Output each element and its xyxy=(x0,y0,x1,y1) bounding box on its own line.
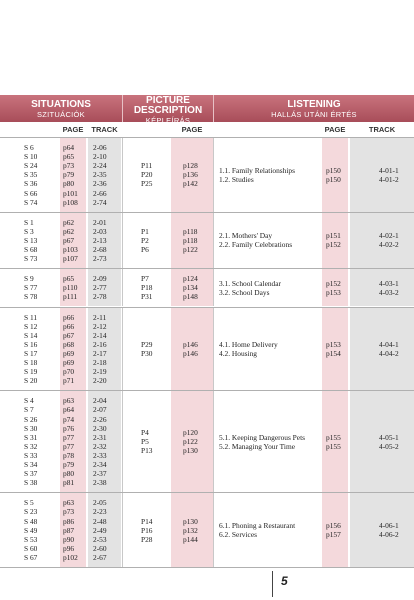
picture-title-line1: PICTURE xyxy=(146,95,190,106)
situation-code: S 31 xyxy=(24,432,38,442)
picture-code: P28 xyxy=(141,534,153,544)
situation-page: p108 xyxy=(63,197,78,207)
situation-code: S 4 xyxy=(24,396,34,406)
picture-code: P1 xyxy=(141,226,149,236)
listening-track: 4-04-2 xyxy=(379,348,399,358)
situation-track: 2-17 xyxy=(93,348,107,358)
picture-code: P5 xyxy=(141,437,149,447)
column-divider xyxy=(122,308,123,391)
situation-code: S 12 xyxy=(24,321,38,331)
situations-header xyxy=(0,95,122,122)
situation-code: S 23 xyxy=(24,507,38,517)
picture-code: P29 xyxy=(141,339,153,349)
situation-page: p62 xyxy=(63,226,75,236)
situation-page: p69 xyxy=(63,348,75,358)
listening-title: 1.1. Family Relationships xyxy=(219,165,295,175)
situation-code: S 53 xyxy=(24,534,38,544)
situation-code: S 1 xyxy=(24,217,34,227)
situation-code: S 48 xyxy=(24,516,38,526)
situation-code: S 14 xyxy=(24,330,38,340)
situation-page: p81 xyxy=(63,478,75,488)
situation-code: S 49 xyxy=(24,525,38,535)
listening-header xyxy=(214,95,414,122)
situation-code: S 37 xyxy=(24,469,38,479)
listening-title: 2.1. Mothers' Day xyxy=(219,231,273,241)
column-divider xyxy=(122,213,123,269)
picture-page: p142 xyxy=(183,179,198,189)
situation-track: 2-60 xyxy=(93,543,107,553)
listening-page: p156 xyxy=(326,521,341,531)
situation-track: 2-66 xyxy=(93,188,107,198)
situation-code: S 19 xyxy=(24,367,38,377)
situation-code: S 78 xyxy=(24,292,38,302)
situation-track: 2-03 xyxy=(93,226,107,236)
situation-page: p66 xyxy=(63,312,75,322)
situation-track: 2-04 xyxy=(93,396,107,406)
picture-page: p148 xyxy=(183,292,198,302)
picture-subtitle: KÉPLEÍRÁS xyxy=(145,116,191,125)
column-divider xyxy=(213,493,214,567)
situation-track: 2-31 xyxy=(93,432,107,442)
listening-title: 4.2. Housing xyxy=(219,348,257,358)
listening-title: LISTENING xyxy=(287,99,341,110)
picture-code: P20 xyxy=(141,170,153,180)
situation-track: 2-01 xyxy=(93,217,107,227)
situation-code: S 66 xyxy=(24,188,38,198)
situation-page: p101 xyxy=(63,188,78,198)
picture-page: p130 xyxy=(183,446,198,456)
situation-page: p102 xyxy=(63,552,78,562)
situation-track: 2-11 xyxy=(93,312,107,322)
situation-track: 2-20 xyxy=(93,376,107,386)
situation-page: p90 xyxy=(63,534,75,544)
situation-track: 2-09 xyxy=(93,274,107,284)
situation-track: 2-23 xyxy=(93,507,107,517)
picture-code: P14 xyxy=(141,516,153,526)
situation-track: 2-24 xyxy=(93,161,107,171)
situation-page: p63 xyxy=(63,498,75,508)
picture-code: P11 xyxy=(141,161,153,171)
situation-code: S 35 xyxy=(24,170,38,180)
column-divider xyxy=(213,213,214,269)
listening-track: 4-06-1 xyxy=(379,521,399,531)
listening-page: p153 xyxy=(326,287,341,297)
column-divider xyxy=(122,493,123,567)
situation-track: 2-19 xyxy=(93,367,107,377)
situation-page: p79 xyxy=(63,170,75,180)
situation-track: 2-18 xyxy=(93,358,107,367)
situation-code: S 34 xyxy=(24,460,38,469)
situation-code: S 26 xyxy=(24,414,38,424)
situation-track: 2-53 xyxy=(93,534,107,544)
listening-track: 4-02-2 xyxy=(379,240,399,250)
situation-track: 2-73 xyxy=(93,254,107,264)
situation-code: S 32 xyxy=(24,441,38,451)
row-divider xyxy=(0,567,414,568)
picture-page: p136 xyxy=(183,170,198,180)
picture-page: p122 xyxy=(183,245,198,254)
column-divider xyxy=(213,391,214,492)
listening-track: 4-03-2 xyxy=(379,287,399,297)
situation-track: 2-13 xyxy=(93,235,107,245)
listening-title: 4.1. Home Delivery xyxy=(219,339,278,349)
situation-track: 2-10 xyxy=(93,152,107,162)
listening-title: 2.2. Family Celebrations xyxy=(219,240,293,250)
situation-page: p65 xyxy=(63,152,75,162)
picture-page: p120 xyxy=(183,428,198,438)
listening-page: p155 xyxy=(326,432,341,442)
listening-track: 4-01-1 xyxy=(379,165,399,175)
situation-code: S 67 xyxy=(24,552,38,562)
situation-page: p77 xyxy=(63,432,75,442)
situation-page: p80 xyxy=(63,469,75,479)
picture-code: P30 xyxy=(141,348,153,358)
situation-page: p73 xyxy=(63,161,75,171)
situation-page: p64 xyxy=(63,405,75,415)
situation-page: p68 xyxy=(63,339,75,349)
situation-code: S 60 xyxy=(24,543,38,553)
situation-code: S 74 xyxy=(24,197,38,207)
situation-track: 2-78 xyxy=(93,292,107,302)
picture-page: p146 xyxy=(183,348,198,358)
column-divider xyxy=(213,138,214,212)
situation-code: S 73 xyxy=(24,254,38,264)
situation-page: p76 xyxy=(63,423,75,433)
situation-code: S 77 xyxy=(24,283,38,293)
situation-track: 2-49 xyxy=(93,525,107,535)
listening-title: 1.2. Studies xyxy=(219,174,254,184)
situation-page: p62 xyxy=(63,217,75,227)
listening-page: p150 xyxy=(326,165,341,175)
situation-track: 2-38 xyxy=(93,478,107,488)
situations-track-header: TRACK xyxy=(91,125,118,134)
situation-page: p80 xyxy=(63,179,75,189)
picture-page: p118 xyxy=(183,226,198,236)
column-divider xyxy=(122,391,123,492)
picture-title-line2: DESCRIPTION xyxy=(133,105,203,116)
listening-page: p152 xyxy=(326,240,341,250)
picture-code: P7 xyxy=(141,274,149,284)
listening-page: p151 xyxy=(326,231,341,241)
situation-page: p111 xyxy=(63,292,78,302)
situation-track: 2-16 xyxy=(93,339,107,349)
situation-track: 2-35 xyxy=(93,170,107,180)
listening-track: 4-03-1 xyxy=(379,278,399,288)
situation-page: p73 xyxy=(63,507,75,517)
situation-track: 2-12 xyxy=(93,321,107,331)
situation-track: 2-68 xyxy=(93,245,107,254)
listening-track: 4-05-2 xyxy=(379,441,399,451)
situation-code: S 36 xyxy=(24,179,38,189)
page-number: 5 xyxy=(281,574,288,588)
situation-page: p66 xyxy=(63,321,75,331)
situation-code: S 16 xyxy=(24,339,38,349)
situation-code: S 33 xyxy=(24,450,38,460)
listening-title: 5.1. Keeping Dangerous Pets xyxy=(219,432,306,442)
column-divider xyxy=(213,308,214,391)
situation-page: p107 xyxy=(63,254,78,264)
header-bar xyxy=(0,95,414,125)
picture-page: p146 xyxy=(183,339,198,349)
picture-code: P25 xyxy=(141,179,153,189)
listening-track: 4-05-1 xyxy=(379,432,399,442)
picture-code: P2 xyxy=(141,235,149,245)
picture-code: P6 xyxy=(141,245,149,254)
situation-page: p71 xyxy=(63,376,75,386)
column-divider xyxy=(122,269,123,306)
situation-code: S 6 xyxy=(24,143,34,152)
listening-track: 4-06-2 xyxy=(379,530,399,540)
situation-track: 2-07 xyxy=(93,405,107,415)
situation-code: S 7 xyxy=(24,405,34,415)
picture-page-header: PAGE xyxy=(181,125,203,134)
situation-track: 2-67 xyxy=(93,552,107,562)
situation-page: p103 xyxy=(63,245,78,254)
situation-code: S 38 xyxy=(24,478,38,488)
situation-track: 2-34 xyxy=(93,460,107,469)
column-divider xyxy=(122,138,123,212)
listening-title: 5.2. Managing Your Time xyxy=(219,441,295,451)
situation-track: 2-74 xyxy=(93,197,107,207)
picture-code: P18 xyxy=(141,283,153,293)
listening-title: 3.1. School Calendar xyxy=(219,278,281,288)
listening-track-header: TRACK xyxy=(368,125,396,134)
picture-page: p124 xyxy=(183,274,198,284)
listening-page: p150 xyxy=(326,174,341,184)
situation-page: p86 xyxy=(63,516,75,526)
footer-divider xyxy=(272,571,273,597)
situation-code: S 11 xyxy=(24,312,38,322)
situation-track: 2-32 xyxy=(93,441,107,451)
picture-page: p128 xyxy=(183,161,198,171)
situation-page: p74 xyxy=(63,414,75,424)
picture-code: P4 xyxy=(141,428,149,438)
situation-code: S 68 xyxy=(24,245,38,254)
situations-title: SITUATIONS xyxy=(31,99,91,110)
listening-page: p157 xyxy=(326,530,341,540)
situation-page: p78 xyxy=(63,450,75,460)
picture-page: p134 xyxy=(183,283,198,293)
situation-page: p64 xyxy=(63,143,75,152)
situation-track: 2-14 xyxy=(93,330,107,340)
situation-page: p63 xyxy=(63,396,75,406)
picture-code: P13 xyxy=(141,446,153,456)
situation-page: p96 xyxy=(63,543,75,553)
situation-code: S 30 xyxy=(24,423,38,433)
listening-page: p154 xyxy=(326,348,341,358)
listening-track: 4-02-1 xyxy=(379,231,399,241)
picture-code: P31 xyxy=(141,292,153,302)
picture-header xyxy=(123,95,213,125)
situation-page: p65 xyxy=(63,274,75,284)
situation-code: S 20 xyxy=(24,376,38,386)
situation-code: S 10 xyxy=(24,152,38,162)
situation-track: 2-36 xyxy=(93,179,107,189)
listening-title: 3.2. School Days xyxy=(219,287,270,297)
picture-page: p118 xyxy=(183,235,198,245)
situation-code: S 13 xyxy=(24,235,38,245)
situation-code: S 17 xyxy=(24,348,38,358)
situation-code: S 18 xyxy=(24,358,38,367)
situation-page: p67 xyxy=(63,235,75,245)
listening-page: p153 xyxy=(326,339,341,349)
situation-page: p79 xyxy=(63,460,75,469)
situation-code: S 3 xyxy=(24,226,34,236)
situations-page-header: PAGE xyxy=(62,125,84,134)
situation-page: p70 xyxy=(63,367,75,377)
situation-track: 2-37 xyxy=(93,469,107,479)
situation-track: 2-06 xyxy=(93,143,107,152)
listening-subtitle: HALLÁS UTÁNI ÉRTÉS xyxy=(271,110,357,119)
situation-code: S 9 xyxy=(24,274,34,284)
situation-track: 2-05 xyxy=(93,498,107,508)
column-divider xyxy=(213,269,214,306)
picture-code: P16 xyxy=(141,525,153,535)
listening-title: 6.2. Services xyxy=(219,530,257,540)
situation-page: p87 xyxy=(63,525,75,535)
listening-page: p155 xyxy=(326,441,341,451)
listening-page: p152 xyxy=(326,278,341,288)
listening-title: 6.1. Phoning a Restaurant xyxy=(219,521,296,531)
situation-page: p67 xyxy=(63,330,75,340)
listening-page-header: PAGE xyxy=(324,125,346,134)
situation-track: 2-77 xyxy=(93,283,107,293)
situations-subtitle: SZITUÁCIÓK xyxy=(36,110,85,119)
situation-code: S 5 xyxy=(24,498,34,508)
situation-page: p69 xyxy=(63,358,75,367)
situation-code: S 24 xyxy=(24,161,38,171)
listening-track: 4-04-1 xyxy=(379,339,399,349)
picture-page: p132 xyxy=(183,525,198,535)
situation-page: p77 xyxy=(63,441,75,451)
picture-page: p130 xyxy=(183,516,198,526)
situation-track: 2-30 xyxy=(93,423,107,433)
picture-page: p144 xyxy=(183,534,198,544)
situation-track: 2-48 xyxy=(93,516,107,526)
situation-track: 2-33 xyxy=(93,450,107,460)
situation-track: 2-26 xyxy=(93,414,107,424)
picture-page: p122 xyxy=(183,437,198,447)
listening-track: 4-01-2 xyxy=(379,174,399,184)
situation-page: p110 xyxy=(63,283,78,293)
